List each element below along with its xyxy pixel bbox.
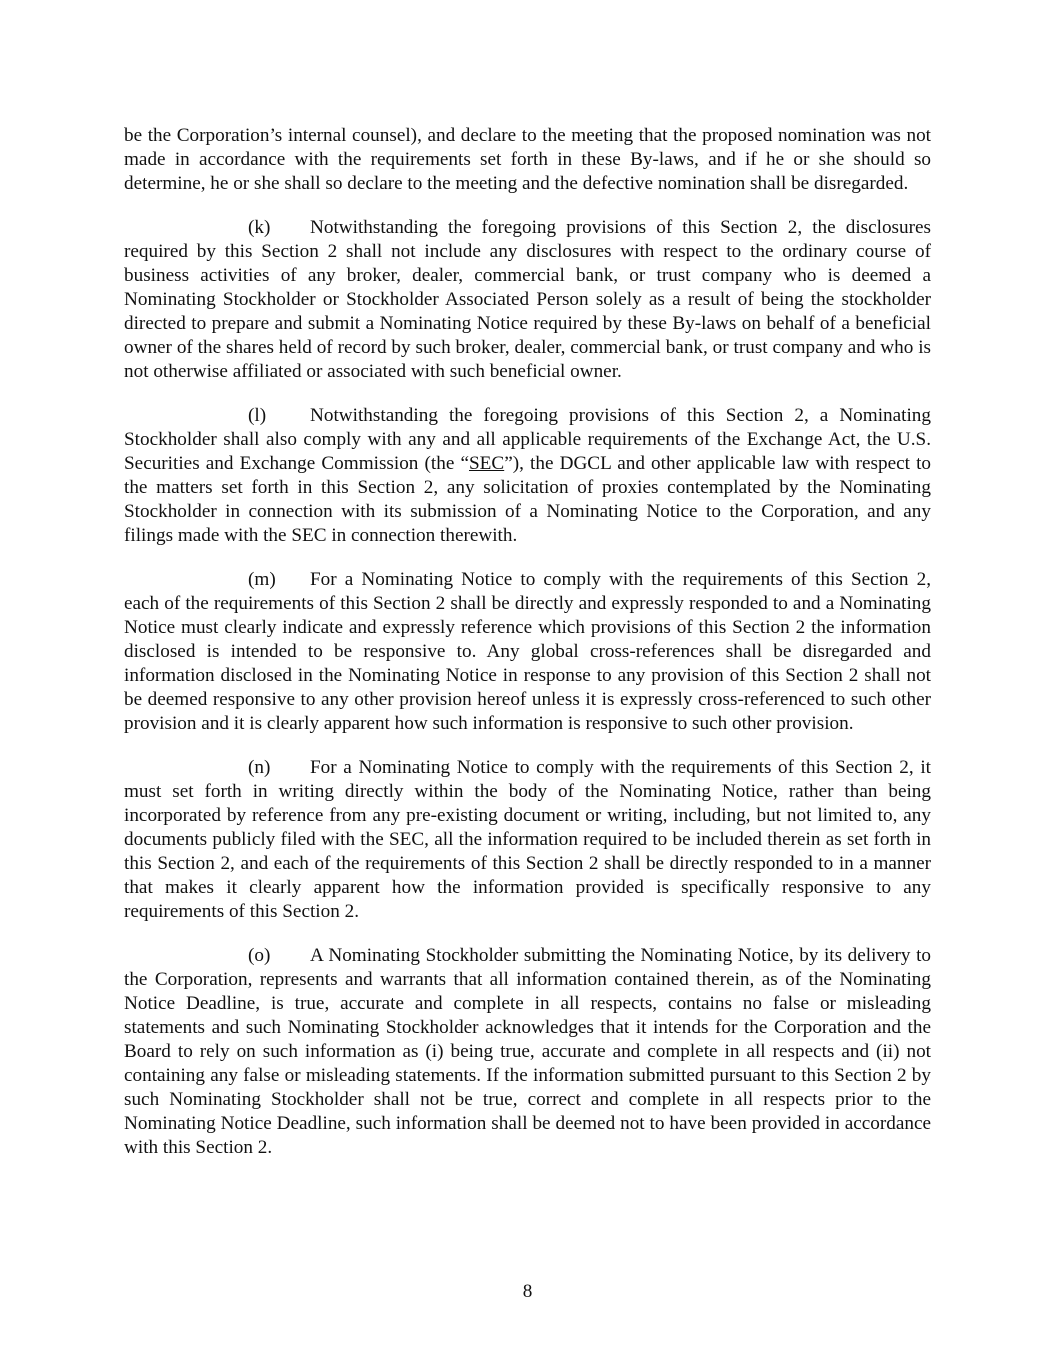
paragraph-text-before: Notwithstanding the foregoing provisions of this Section 2, a Nominating Stockholder shall also comply with any and all applicable requirements of the Exchange Act, the U.S. Securities and Exchange Commission (the “: [124, 405, 931, 474]
paragraph-label: (k): [248, 217, 271, 238]
paragraph-label: (n): [248, 757, 271, 778]
paragraph-n: [124, 756, 931, 924]
paragraph-l: [124, 404, 931, 548]
paragraph-label: (m): [248, 569, 276, 590]
page-number: 8: [522, 1281, 533, 1302]
paragraph-text: be the Corporation’s internal counsel), and declare to the meeting that the proposed nomination was not made in accordance with the requirements set forth in these By-laws, and if he or she should so determine, he or she shall so declare to the meeting and the defective nomination shall be disregarded.: [124, 125, 931, 194]
paragraph-text: Notwithstanding the foregoing provisions of this Section 2, the disclosures required by this Section 2 shall not include any disclosures with respect to the ordinary course of business activities of any broker, dealer, commercial bank, or trust company who is deemed a Nominating Stockholder or Stockholder Associated Person solely as a result of being the stockholder directed to prepare and submit a Nominating Notice required by these By-laws on behalf of a beneficial owner of the shares held of record by such broker, dealer, commercial bank, or trust company and who is not otherwise affiliated or associated with such beneficial owner.: [124, 217, 931, 382]
paragraph-text-after: ”), the DGCL and other applicable law with respect to the matters set forth in this Section 2, any solicitation of proxies contemplated by the Nominating Stockholder in connection with its submission of a Nominating Notice to the Corporation, and any filings made with the SEC in connection therewith.: [124, 453, 931, 546]
paragraph-k: [124, 216, 931, 384]
paragraph-label: (o): [248, 945, 271, 966]
paragraph-text: For a Nominating Notice to comply with the requirements of this Section 2, each of the requirements of this Section 2 shall be directly and expressly responded to and a Nominating Notice must clearly indicate and expressly reference which provisions of this Section 2 the information disclosed is intended to be responsive to. Any global cross-references shall be disregarded and information disclosed in the Nominating Notice in response to any provision of this Section 2 shall not be deemed responsive to any other provision hereof unless it is expressly cross-referenced to such other provision and it is clearly apparent how such information is responsive to such other provision.: [124, 569, 931, 734]
paragraph-continuation: [124, 124, 931, 196]
paragraph-text: A Nominating Stockholder submitting the Nominating Notice, by its delivery to the Corporation, represents and warrants that all information contained therein, as of the Nominating Notice Deadline, is true, accurate and complete in all respects, contains no false or misleading statements and such Nominating Stockholder acknowledges that it intends for the Corporation and the Board to rely on such information as (i) being true, accurate and complete in all respects and (ii) not containing any false or misleading statements. If the information submitted pursuant to this Section 2 by such Nominating Stockholder shall not be true, correct and complete in all respects prior to the Nominating Notice Deadline, such information shall be deemed not to have been provided in accordance with this Section 2.: [124, 945, 931, 1158]
paragraph-m: [124, 568, 931, 736]
paragraph-label: (l): [248, 405, 267, 426]
paragraph-o: [124, 944, 931, 1160]
document-body: [124, 124, 931, 1180]
defined-term-sec: SEC: [469, 453, 505, 474]
paragraph-text: For a Nominating Notice to comply with the requirements of this Section 2, it must set forth in writing directly within the body of the Nominating Notice, rather than being incorporated by reference from any pre-existing document or writing, including, but not limited to, any documents publicly filed with the SEC, all the information required to be included therein as set forth in this Section 2, and each of the requirements of this Section 2 shall be directly responded to in a manner that makes it clearly apparent how the information provided is specifically responsive to any requirements of this Section 2.: [124, 757, 931, 922]
